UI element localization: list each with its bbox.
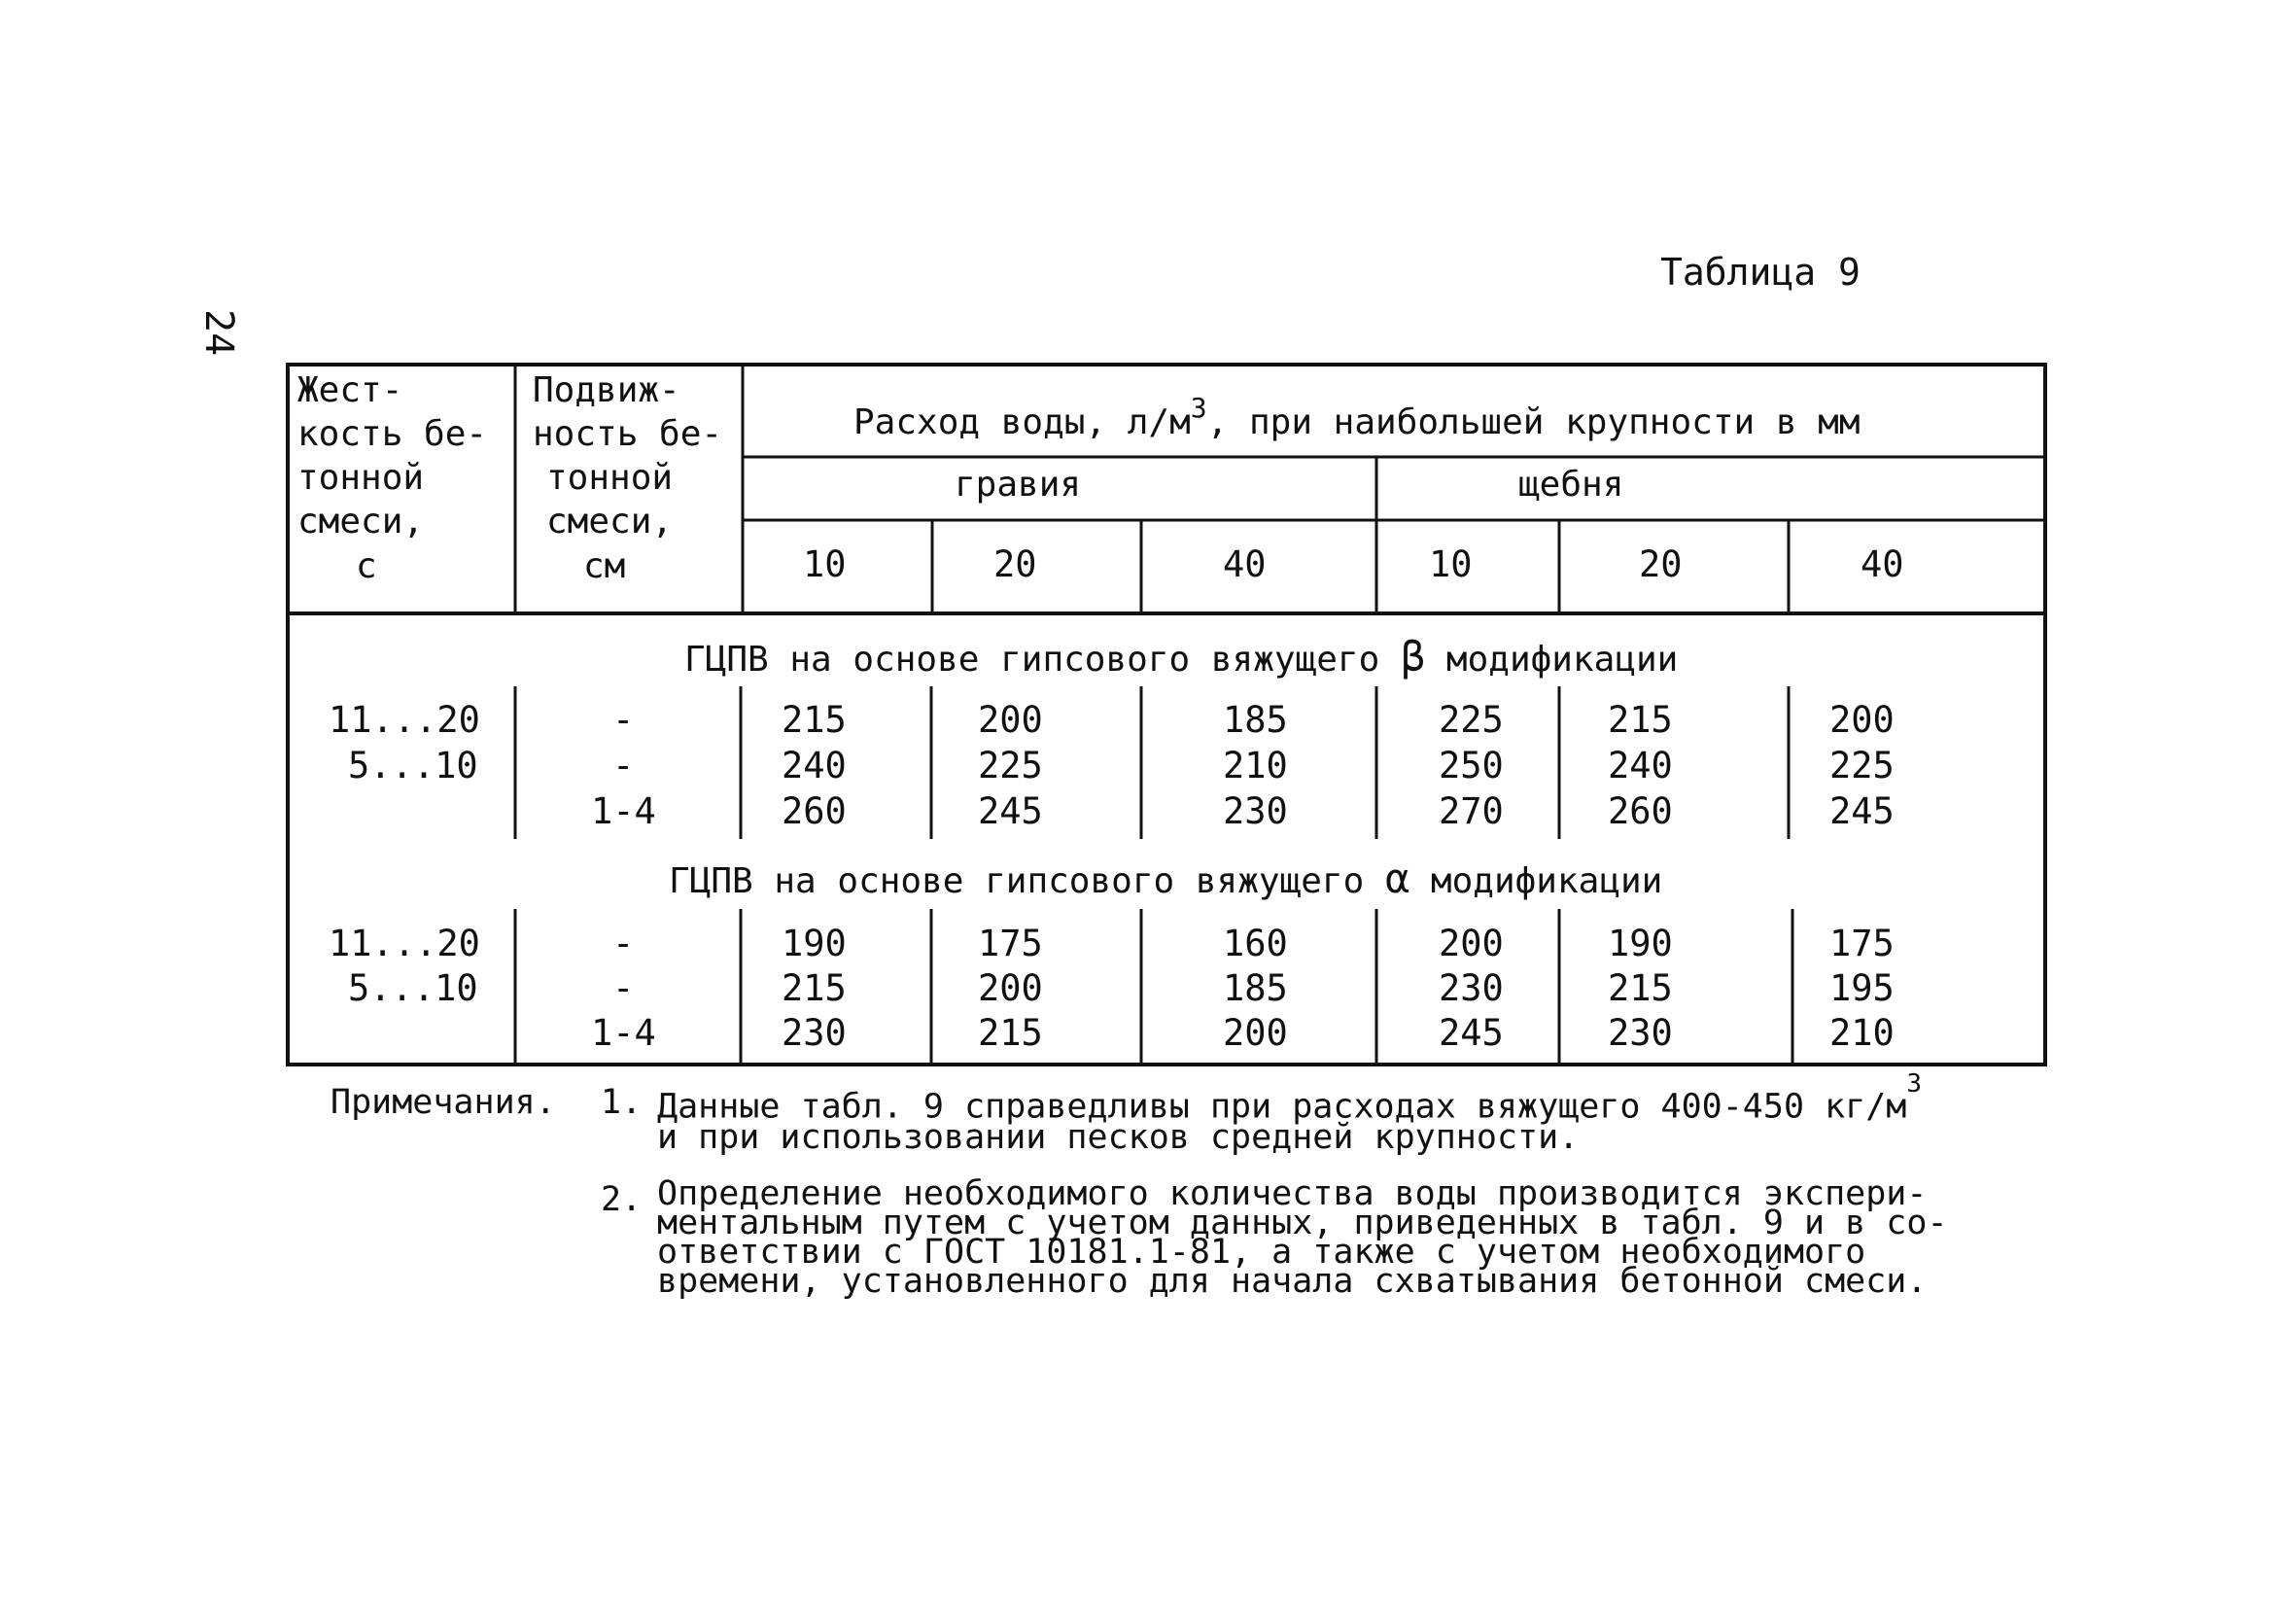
cell-value: 190 bbox=[782, 923, 847, 964]
row-stiffness: 11...20 bbox=[329, 923, 480, 964]
header-size: 20 bbox=[1639, 543, 1683, 585]
cell-value: 160 bbox=[1223, 923, 1288, 964]
cell-value: 230 bbox=[1223, 790, 1288, 832]
cell-value: 210 bbox=[1223, 745, 1288, 786]
cell-value: 225 bbox=[1829, 745, 1895, 786]
cell-value: 240 bbox=[1608, 745, 1673, 786]
cell-value: 200 bbox=[1439, 923, 1504, 964]
row-mobility: 1-4 bbox=[591, 1012, 656, 1054]
header-size: 10 bbox=[803, 543, 847, 585]
cell-value: 215 bbox=[978, 1012, 1043, 1054]
header-stiffness-line: смеси, bbox=[297, 502, 425, 541]
row-stiffness: 11...20 bbox=[329, 699, 480, 741]
header-water-consumption: Расход воды, $л/м^3$, при наибольшей крупности в мм bbox=[853, 392, 1861, 442]
row-mobility: - bbox=[612, 699, 635, 741]
cell-value: 215 bbox=[782, 699, 847, 741]
header-size: 40 bbox=[1861, 543, 1904, 585]
row-stiffness: 5...10 bbox=[348, 745, 478, 786]
water-consumption-table bbox=[286, 363, 2047, 1067]
cell-value: 230 bbox=[782, 1012, 847, 1054]
cell-value: 185 bbox=[1223, 967, 1288, 1009]
table-caption: Таблица 9 bbox=[1660, 251, 1861, 294]
cell-value: 260 bbox=[782, 790, 847, 832]
header-stiffness-line: кость бе- bbox=[297, 414, 488, 454]
cell-value: 260 bbox=[1608, 790, 1673, 832]
cell-value: 270 bbox=[1439, 790, 1504, 832]
cell-value: 215 bbox=[782, 967, 847, 1009]
note-number: 2. bbox=[601, 1180, 643, 1219]
note-line: Определение необходимого количества воды производится экспери- bbox=[657, 1174, 1928, 1213]
cell-value: 225 bbox=[1439, 699, 1504, 741]
header-mobility-line: см bbox=[583, 546, 626, 586]
row-mobility: 1-4 bbox=[591, 790, 656, 832]
cell-value: 250 bbox=[1439, 745, 1504, 786]
cell-value: 175 bbox=[1829, 923, 1895, 964]
cell-value: 245 bbox=[1439, 1012, 1504, 1054]
page-number: 24 bbox=[196, 309, 241, 357]
cell-value: 240 bbox=[782, 745, 847, 786]
header-stiffness-line: тонной bbox=[297, 458, 425, 498]
note-line: ответствии с ГОСТ 10181.1-81, а также с учетом необходимого bbox=[657, 1233, 1866, 1272]
cell-value: 200 bbox=[978, 967, 1043, 1009]
section-title: ГЦПВ на основе гипсового вяжущего β модификации bbox=[684, 633, 1679, 681]
cell-value: 185 bbox=[1223, 699, 1288, 741]
header-size: 40 bbox=[1223, 543, 1267, 585]
note-number: 1. bbox=[601, 1083, 643, 1122]
header-crushed-stone: щебня bbox=[1518, 465, 1624, 505]
cell-value: 190 bbox=[1608, 923, 1673, 964]
cell-value: 200 bbox=[1223, 1012, 1288, 1054]
row-stiffness: 5...10 bbox=[348, 967, 478, 1009]
cell-value: 200 bbox=[978, 699, 1043, 741]
section-title: ГЦПВ на основе гипсового вяжущего α модификации bbox=[669, 855, 1663, 902]
note-line: Данные табл. 9 справедливы при расходах вяжущего 400-450 $кг/м^3$ bbox=[657, 1069, 1923, 1127]
cell-value: 245 bbox=[1829, 790, 1895, 832]
cell-value: 200 bbox=[1829, 699, 1895, 741]
cell-value: 245 bbox=[978, 790, 1043, 832]
header-stiffness-line: с bbox=[356, 546, 377, 586]
row-mobility: - bbox=[612, 745, 635, 786]
header-mobility-line: смеси, bbox=[546, 502, 674, 541]
cell-value: 210 bbox=[1829, 1012, 1895, 1054]
cell-value: 175 bbox=[978, 923, 1043, 964]
header-stiffness-line: Жест- bbox=[297, 370, 403, 410]
header-gravel: гравия bbox=[955, 465, 1082, 505]
header-size: 20 bbox=[993, 543, 1037, 585]
header-mobility-line: тонной bbox=[546, 458, 674, 498]
row-mobility: - bbox=[612, 967, 635, 1009]
cell-value: 215 bbox=[1608, 967, 1673, 1009]
cell-value: 195 bbox=[1829, 967, 1895, 1009]
header-mobility-line: ность бе- bbox=[533, 414, 723, 454]
cell-value: 230 bbox=[1608, 1012, 1673, 1054]
header-size: 10 bbox=[1429, 543, 1473, 585]
note-line: ментальным путем с учетом данных, приведенных в табл. 9 и в со- bbox=[657, 1204, 1948, 1242]
note-line: и при использовании песков средней крупности. bbox=[657, 1118, 1580, 1157]
header-mobility-line: Подвиж- bbox=[533, 370, 680, 410]
notes-label: Примечания. bbox=[330, 1083, 556, 1122]
cell-value: 215 bbox=[1608, 699, 1673, 741]
note-line: времени, установленного для начала схватывания бетонной смеси. bbox=[657, 1262, 1928, 1301]
cell-value: 230 bbox=[1439, 967, 1504, 1009]
row-mobility: - bbox=[612, 923, 635, 964]
cell-value: 225 bbox=[978, 745, 1043, 786]
